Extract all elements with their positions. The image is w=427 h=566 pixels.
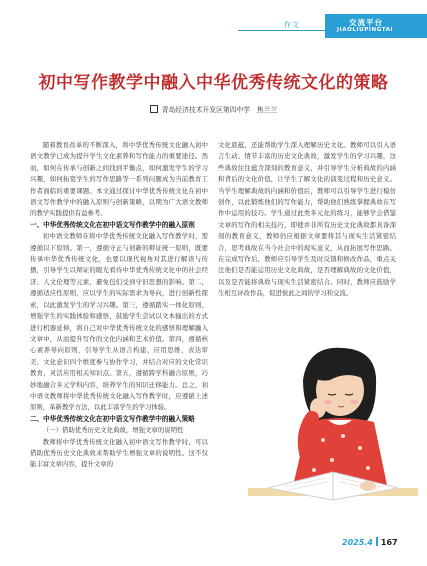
page-folio <box>342 537 398 547</box>
issue-number: 2025.4 <box>342 538 373 547</box>
header-brand-cn: 交流平台 <box>349 18 383 27</box>
section-heading-2: 二、中华优秀传统文化在初中语文写作教学中的融入策略 <box>30 414 195 423</box>
author-line <box>0 104 427 114</box>
right-column <box>218 140 396 300</box>
girl-reading-book-illustration <box>248 340 418 525</box>
author-square-icon <box>150 105 158 113</box>
subsection-heading-1: （一）借助优秀历史文化典故，增强文章的说明性 <box>42 426 184 435</box>
header-brand-box <box>325 14 427 38</box>
principles-paragraph: 初中语文教师在将中华优秀传统文化融入写作教学时，需遵循以下原则。第一，遵循守正与创新的辩证统一原则，既要传承中华优秀传统文化，也要以现代视角对其进行解读与传播，引导学生以辩证的眼光看待中华优秀传统文化中的社会经济、人文伦理等元素，避免包们受到守旧思想的影响。第二，遵循适应性原则，应以学生的实际需求为导向，进行创新性探索，以此激发学生的学习兴趣。第三，遵循踏实一体化原则，增强学生的实践体验和感悟，鼓励学生尝试以文本输出的方式进行机器延伸，将自己对中华优秀传统文化的感悟和理解融入文章中，从而提升写作的文化内涵和艺术价值。第四，遵循核心素养导向原则，引导学生从语言构建、应用思维、表达审美、文化意识四个维度参与协作学习，并结合对应的文化常识教育，灵活应用相关知识点。第五，遵循跨学科融合原则，巧妙地融合多元学科内容，培养学生的知识迁移能力。总之，初中语文教师将中华优秀传统文化融入写作教学时，应遵循上述原则，革新教学方法，以此丰富学生的学习体验。 <box>30 232 208 412</box>
author-text: 青岛经济技术开发区第四中学 焦兰兰 <box>161 106 278 114</box>
continued-paragraph: 文化底蕴，还能帮助学生深入理解历史文化。教师可以引入语言生动、情节丰富的历史文化典故，激发学生的学习兴趣，这些典故往往蕴含深刻的教育意义，并引导学生分析典故的内涵和背后的文化价值，让学生了解文化的演变过程和历史意义。当学生理解典故的内涵和价值后，教师可以引导学生进行模仿创作，以此锻炼他们的写作能力，帮助他们熟练掌握典故在写作中运用的技巧。学生通过此类多元化的练习，能够学会借鉴文章的写作的相关技巧，即使并非所有历史文化典故都具备深刻的教育意义，教师仍应根据文章要将其与现实生活紧密结合，思考典故在当今社会中的现实意义，从而拓展写作思路。在完成写作后，教师应引导学生及时反馈和修改作品，重点关注他们是否能运用历史文化典故，是否理解典故的文化价值，以及是否能将典故与现实生活紧密结合。同时，教师应鼓励学生相互评改作品，促进彼此之间的学习和交流。 <box>218 141 396 298</box>
page-number: 167 <box>380 538 398 547</box>
left-column <box>30 140 208 471</box>
header-section-label: 作文 <box>284 21 300 29</box>
intro-paragraph: 随着教育改革的不断深入，将中华优秀传统文化融入初中语文教学已成为提升学生文化素养和写作能力的重要途径。然而，如何在传承与创新之间找到平衡点，如何激发学生的学习兴趣，如何拓宽学生的写作思路等一系列问题成为当前教育工作者面临的重要课题。本文通过探讨中华优秀传统文化在初中语文写作教学中的融入原则与创新策略，以期为广大语文教师的教学实践提供有益参考。 <box>30 141 208 218</box>
strategy-paragraph: 教师将中华优秀传统文化融入初中语文写作教学时，可以借助优秀历史文化典故来帮助学生增强文章的说明性。这不仅能丰富文章内容，提升文章的 <box>30 437 208 469</box>
folio-divider <box>376 537 378 546</box>
header-brand-en: JIAOLIUPINGTAI <box>337 27 394 33</box>
section-heading-1: 一、中华优秀传统文化在初中语文写作教学中的融入原则 <box>30 220 195 229</box>
article-title: 初中写作教学中融入中华优秀传统文化的策略 <box>38 73 389 93</box>
